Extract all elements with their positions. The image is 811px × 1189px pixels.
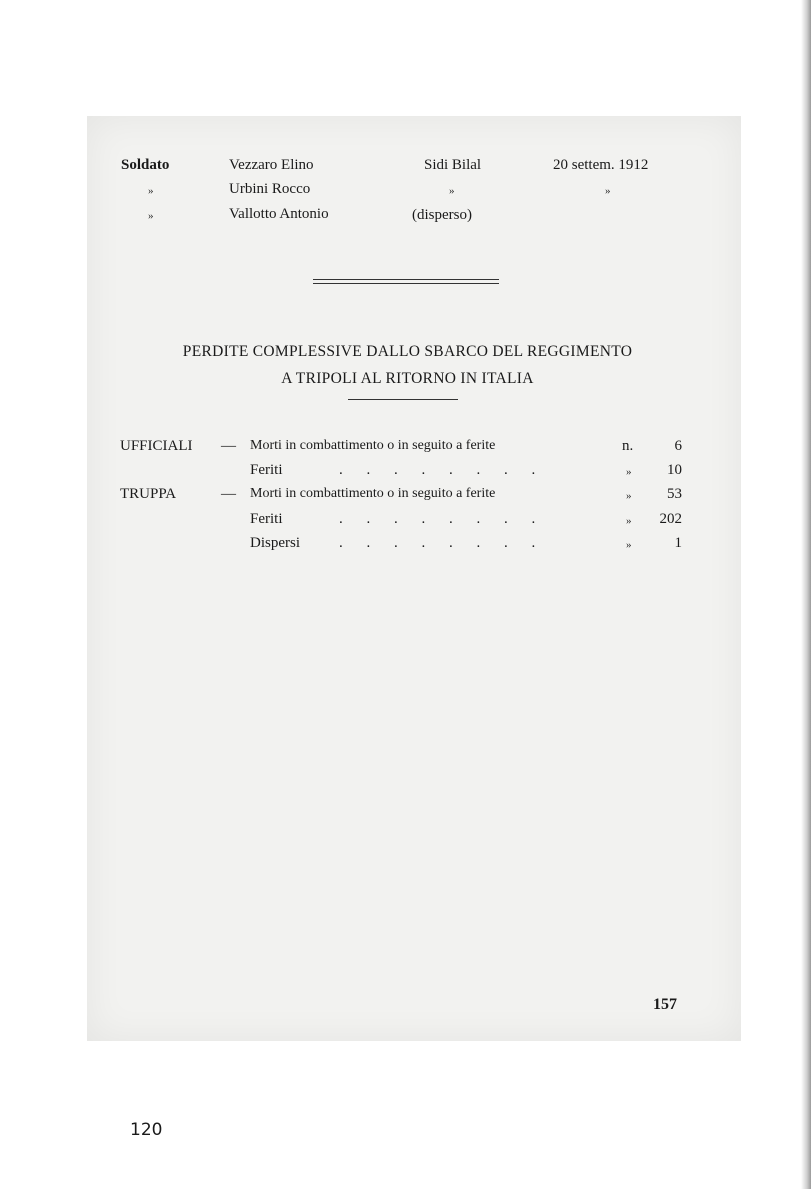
- section-heading: PERDITE COMPLESSIVE DALLO SBARCO DEL REGGIMENTO: [182, 343, 633, 360]
- loss-category: Feriti: [250, 511, 283, 527]
- page-edge-shadow: [801, 0, 811, 1189]
- loss-value: 202: [659, 511, 682, 527]
- roster-rank: Soldato: [121, 157, 170, 173]
- loss-group: UFFICIALI: [120, 438, 193, 454]
- loss-category: Dispersi: [250, 535, 300, 551]
- loss-value: 10: [667, 462, 682, 478]
- roster-name: Vezzaro Elino: [229, 157, 314, 173]
- loss-leader-dots: . . . . . . . .: [339, 535, 546, 551]
- roster-place: Sidi Bilal: [424, 157, 482, 173]
- roster-date: 20 settem. 1912: [553, 157, 649, 173]
- loss-leader-dots: . . . . . . . .: [339, 511, 546, 527]
- loss-category: Feriti: [250, 462, 283, 478]
- roster-name: Vallotto Antonio: [229, 206, 329, 222]
- loss-category: Morti in combattimento o in seguito a ferite: [250, 438, 496, 453]
- loss-group: TRUPPA: [120, 486, 177, 502]
- loss-dash: —: [221, 438, 236, 454]
- loss-unit: »: [626, 539, 632, 551]
- loss-unit: n.: [622, 438, 634, 454]
- roster-date: »: [605, 185, 611, 197]
- double-rule-divider: [313, 279, 499, 284]
- loss-value: 1: [674, 535, 682, 551]
- roster-rank: »: [148, 210, 154, 222]
- loss-leader-dots: . . . . . . . .: [339, 462, 546, 478]
- section-subheading: A TRIPOLI AL RITORNO IN ITALIA: [281, 370, 534, 387]
- roster-rank: »: [148, 185, 154, 197]
- rule-divider: [348, 399, 458, 400]
- outer-page-number: 120: [130, 1120, 163, 1140]
- loss-unit: »: [626, 490, 632, 502]
- loss-value: 6: [674, 438, 682, 454]
- inner-page-number: 157: [653, 996, 677, 1013]
- loss-unit: »: [626, 466, 632, 478]
- roster-place: (disperso): [412, 207, 472, 223]
- roster-name: Urbini Rocco: [229, 181, 311, 197]
- loss-unit: »: [626, 515, 632, 527]
- loss-value: 53: [667, 486, 682, 502]
- roster-place: »: [449, 185, 455, 197]
- scanned-page: [87, 116, 741, 1041]
- loss-category: Morti in combattimento o in seguito a ferite: [250, 486, 496, 501]
- loss-dash: —: [221, 486, 236, 502]
